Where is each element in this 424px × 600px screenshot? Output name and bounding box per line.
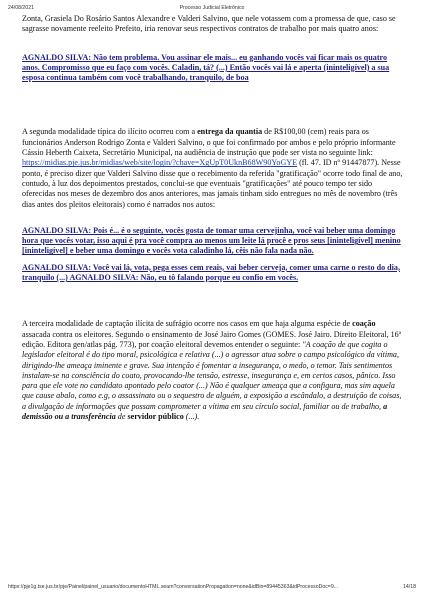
bold-italic-text: a demissão ou a transferência (22, 401, 388, 422)
italic-text: (...). (183, 412, 200, 422)
page-number: 14/18 (403, 584, 416, 590)
text: A segunda modalidade típica do ilícito ocorreu com a (22, 127, 198, 137)
document-body (22, 14, 405, 422)
quote-3: AGNALDO SILVA: Você vai lá, vota, pega esses cem reais, vai beber cerveja, comer uma carne o resto do dia, tranquilo (...) AGNALDO SILVA: Não, eu tô falando porque eu confio em vocês. (22, 262, 400, 283)
print-title: Processo Judicial Eletrônico (179, 5, 245, 11)
italic-text: de (115, 412, 128, 422)
text: A terceira modalidade de captação ilícita de sufrágio ocorre nos casos em que haja alguma espécie de (22, 319, 353, 329)
paragraph-third-modality (22, 319, 405, 422)
paragraph-second-modality (22, 127, 405, 209)
hearing-video-link[interactable]: https://midias.pje.jus.br/midias/web/site/login/?chave=XgUpT0UknB68W90YoGYE (22, 158, 298, 168)
quote-2: AGNALDO SILVA: Pois é... é o seguinte, vocês gosta de tomar uma cervejinha, você vai beber uma domingo hora que vocês votar, isso aqui é pra você compra ao menos um leite lá procê e pros seus [ininteligível] menino [ininteligível] e beber uma domingo e vocês vota caladinho lá, cêis não fala nada não. (22, 225, 401, 256)
print-header (8, 5, 416, 11)
print-url: https://pje1g.tse.jus.br/pje/Painel/painel_usuario/documentoHTML.seam?conversationPropagation=none&idBin=89445363&idProcessoDoc=9... (8, 584, 339, 590)
italic-quote: "A coação de que cogita o legislador eleitoral é do tipo moral, psicológica e relativa (...) o agressor atua sobre o campo psicológico da vítima, dirigindo-lhe ameaça iminente e grave. Sua intenção é fomentar a insegurança, o medo, o temor. Tais sentimentos instalam-se na consciência do coato, provocando-lhe tensão, estresse, insegurança e, em certos casos, pânico. Isso para que ele vote no candidato apontado pelo coator (...) Não é qualquer ameaça que a configura, mas sim aquela que cause abalo, como e.g, o assassinato ou o sequestro de alguém, a exposição a escândalo, a destruição de coisas, a divulgação de informações que possam comprometer a vítima em seu círculo social, familiar ou de trabalho, (22, 339, 402, 411)
print-footer (8, 584, 416, 590)
bold-text: coação (352, 319, 376, 329)
print-date: 24/08/2021 (8, 5, 34, 11)
bold-text: entrega da quantia (197, 127, 263, 137)
text: assacada contra os eleitores. Segundo o ensinamento de José Jairo Gomes (GOMES. José Jairo. Direito Eleitoral, 16ª edição. Editora gen/atlas pág. 773), por coação eleitoral devemos entender o seguinte: (22, 329, 401, 349)
text: de R$100,00 (cem) reais para os funcionários Anderson Rodrigo Zonta e Valderi Salvino, o que foi confirmado por ambos e pelo próprio informante Cássio Heberth Caixeta, Secretário Municipal, na audiência de instrução que pode ser vista no seguinte link: (22, 127, 396, 158)
text: (fl. 47. ID nº 91447877). Nesse ponto, é preciso dizer que Valderi Salvino disse que o recebimento da referida "gratificação" ocorre todo final de ano, contudo, à luz dos depoimentos prestados, conclui-se que eventuais "gratificações" até pouco tempo ter sido oferecidas nos meses de dezembro dos anos anteriores, mas jamais tinham sido entregues no mês de novembro (três dias antes dos pleitos eleitorais) como é narrados nos autos: (22, 158, 403, 209)
bold-text: servidor público (127, 412, 184, 422)
quote-1: AGNALDO SILVA: Não tem problema. Vou assinar ele mais... eu ganhando vocês vai ficar mais os quatro anos. Compromisso que eu faço com vocês. Caladin, tá? (...) Então vocês vai lá e aperta (ininteligível) a sua esposa continua também com você trabalhando, tranquilo, de boa (22, 52, 390, 83)
paragraph-intro: Zonta, Grasiela Do Rosário Santos Alexandre e Valderi Salvino, que nele votassem com a promessa de que, caso se sagrasse novamente reeleito Prefeito, iria renovar seus respectivos contratos de trabalho por mais quatro anos: (22, 14, 396, 34)
